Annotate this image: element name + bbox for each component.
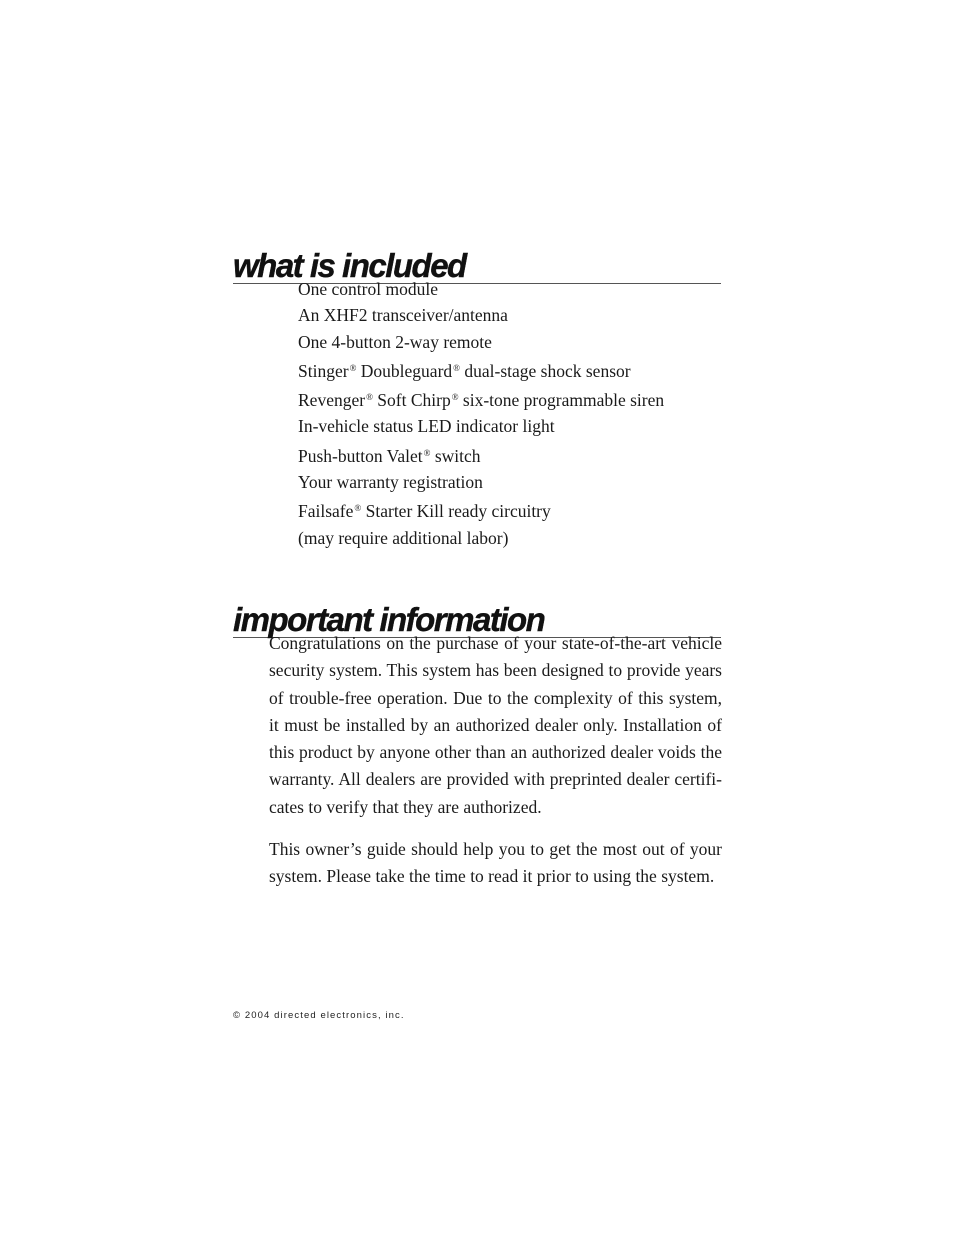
item-text: Stinger	[298, 360, 349, 381]
item-text: switch	[430, 445, 481, 466]
list-item	[298, 329, 664, 355]
list-item	[298, 413, 664, 439]
item-text: Your warranty registration	[298, 472, 483, 493]
registered-mark: ®	[349, 362, 357, 373]
item-text: six-tone programmable siren	[458, 390, 665, 411]
registered-mark: ®	[453, 362, 460, 373]
section-heading-important-information: important information	[233, 603, 721, 638]
registered-mark: ®	[423, 447, 431, 458]
registered-mark: ®	[366, 392, 373, 403]
item-text: (may require additional labor)	[298, 527, 509, 548]
item-text: An XHF2 transceiver/antenna	[298, 305, 508, 326]
list-item	[298, 276, 664, 302]
item-text: Failsafe	[298, 501, 354, 522]
item-text: One control module	[298, 279, 438, 299]
congratulations-paragraph: Congratulations on the purchase of your state-of-the-art vehicle security system. This system has been designed to provide years of trouble-free operation. Due to the complexity of this system, it must be installed by an authorized dealer only. Installation of this product by anyone other than an authorized dealer voids the warranty. All dealers are provided with preprinted dealer certifi-cates to verify that they are authorized.	[269, 633, 722, 817]
copyright-footer: © 2004 directed electronics, inc.	[233, 1010, 405, 1021]
list-item	[298, 440, 664, 469]
item-text: Push-button Valet	[298, 445, 423, 466]
list-item	[298, 525, 664, 551]
owners-guide-paragraph: This owner’s guide should help you to get the most out of your system. Please take the time to read it prior to using the system.	[269, 839, 722, 887]
item-text: Soft Chirp	[372, 390, 451, 411]
item-text: In-vehicle status LED indicator light	[298, 416, 555, 437]
list-item	[298, 384, 664, 413]
item-text: dual-stage shock sensor	[460, 360, 631, 381]
list-item	[298, 355, 664, 384]
item-text: One 4-button 2-way remote	[298, 331, 492, 352]
section-heading-what-is-included: what is included	[233, 249, 721, 284]
registered-mark: ®	[354, 503, 362, 514]
item-text: Revenger	[298, 390, 366, 411]
registered-mark: ®	[451, 392, 459, 403]
item-text: Doubleguard	[356, 360, 453, 381]
item-text: Starter Kill ready circuitry	[361, 501, 551, 522]
list-item	[298, 302, 664, 328]
list-item	[298, 495, 664, 524]
list-item	[298, 469, 664, 495]
included-items-list	[298, 276, 664, 551]
